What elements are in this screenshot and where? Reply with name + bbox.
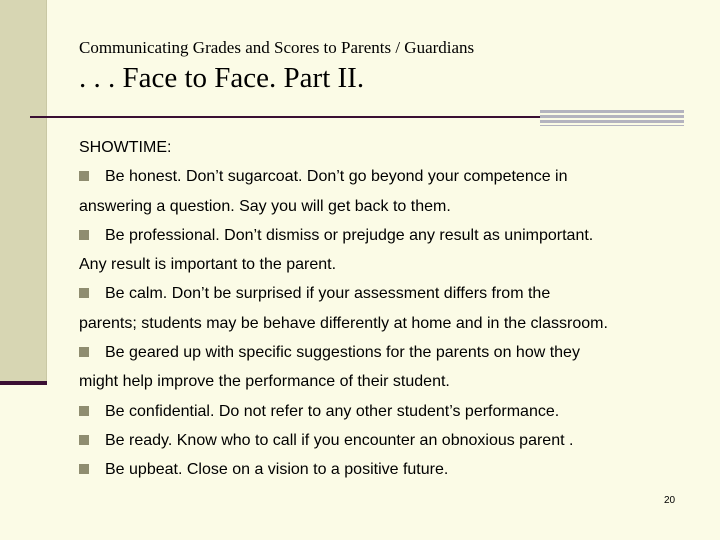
bullet-item (79, 455, 699, 484)
slide-title: . . . Face to Face. Part II. (79, 62, 365, 94)
bullet-item (79, 338, 699, 397)
title-underline-accent (540, 110, 684, 126)
bullet-text-line1: Be confidential. Do not refer to any other student’s performance. (105, 402, 560, 420)
bullet-text-line1: Be calm. Don’t be surprised if your assessment differs from the (105, 285, 551, 303)
bullet-item (79, 397, 699, 426)
square-bullet-icon (79, 288, 89, 298)
square-bullet-icon (79, 435, 89, 445)
square-bullet-icon (79, 406, 89, 416)
title-underline (30, 116, 540, 118)
bullet-text-line2: answering a question. Say you will get back to them. (79, 197, 451, 215)
square-bullet-icon (79, 230, 89, 240)
bullet-text-line1: Be upbeat. Close on a vision to a positive future. (105, 461, 449, 479)
slide-subtitle: Communicating Grades and Scores to Parents / Guardians (79, 38, 475, 57)
sidebar-rule (0, 381, 47, 385)
sidebar-decoration (0, 0, 47, 384)
square-bullet-icon (79, 464, 89, 474)
bullet-text-line1: Be ready. Know who to call if you encounter an obnoxious parent . (105, 431, 574, 449)
bullet-text-line1: Be geared up with specific suggestions for the parents on how they (105, 344, 580, 362)
bullet-item (79, 426, 699, 455)
page-number: 20 (664, 495, 676, 506)
section-lead: SHOWTIME: (79, 139, 172, 156)
square-bullet-icon (79, 171, 89, 181)
bullet-item (79, 221, 699, 280)
bullet-text-line1: Be honest. Don’t sugarcoat. Don’t go beyond your competence in (105, 168, 568, 186)
bullet-text-line2: Any result is important to the parent. (79, 256, 337, 274)
bullet-text-line1: Be professional. Don’t dismiss or prejudge any result as unimportant. (105, 226, 594, 244)
bullet-text-line2: might help improve the performance of their student. (79, 373, 450, 391)
bullet-text-line2: parents; students may be behave differently at home and in the classroom. (79, 314, 608, 332)
slide-body (79, 133, 699, 485)
bullet-item (79, 162, 699, 221)
square-bullet-icon (79, 347, 89, 357)
bullet-item (79, 279, 699, 338)
